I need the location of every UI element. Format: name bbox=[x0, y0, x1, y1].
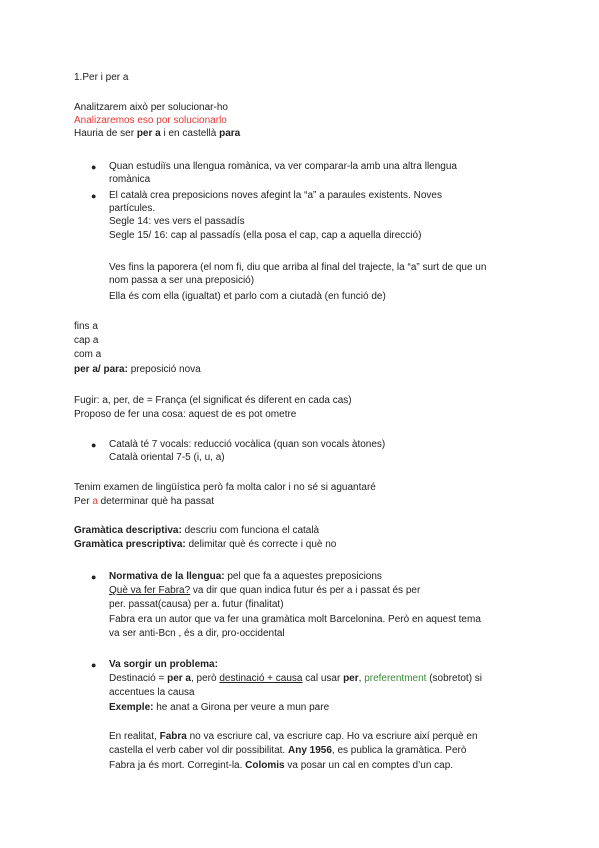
bullet-text: partícules. bbox=[109, 203, 156, 214]
list-line: per a/ para: preposició nova bbox=[74, 364, 201, 375]
list-line: cap a bbox=[74, 335, 99, 346]
intro-line-2: Analizaremos eso por solucionarlo bbox=[74, 115, 227, 126]
bullet-icon: ● bbox=[91, 162, 97, 172]
grammar-line: Gramàtica descriptiva: descriu com funciona el català bbox=[74, 525, 320, 536]
bullet-text: nom passa a ser una preposició) bbox=[109, 275, 255, 286]
paragraph-line: Fugir: a, per, de = França (el significat és diferent en cada cas) bbox=[74, 395, 352, 406]
bullet-text: Exemple: he anat a Girona per veure a mun pare bbox=[109, 702, 330, 713]
heading: 1.Per i per a bbox=[74, 72, 129, 83]
bullet-icon: ● bbox=[91, 660, 97, 670]
bullet-text: Ves fins la paporera (el nom fi, diu que arriba al final del trajecte, la “a” surt de que un bbox=[109, 262, 487, 273]
paragraph-line: Tenim examen de lingüística però fa molta calor i no sé si aguantaré bbox=[74, 482, 376, 493]
bullet-text: Destinació = per a, però destinació + causa cal usar per, preferentment (sobretot) si bbox=[109, 673, 483, 684]
list-line: com a bbox=[74, 349, 102, 360]
bullet-text: Català té 7 vocals: reducció vocàlica (quan son vocals àtones) bbox=[109, 439, 386, 450]
paragraph-line: Proposo de fer una cosa: aquest de es pot ometre bbox=[74, 409, 297, 420]
bullet-text: Segle 14: ves vers el passadís bbox=[109, 216, 245, 227]
bullet-text: romànica bbox=[109, 174, 151, 185]
list-line: fins a bbox=[74, 321, 98, 332]
bullet-text: va ser anti-Bcn , és a dir, pro-occidental bbox=[109, 628, 285, 639]
paragraph-line: Per a determinar què ha passat bbox=[74, 496, 215, 507]
bullet-text: accentues la causa bbox=[109, 687, 195, 698]
bullet-text: castella el verb caber vol dir possibilitat. Any 1956, es publica la gramàtica. Però bbox=[109, 745, 467, 756]
bullet-icon: ● bbox=[91, 572, 97, 582]
bullet-text: Fabra ja és mort. Corregint-la. Colomis va posar un cal en comptes d’un cap. bbox=[109, 760, 454, 771]
bullet-text: Què va fer Fabra? va dir que quan indica futur és per a i passat és per bbox=[109, 585, 421, 596]
bullet-text: Català oriental 7-5 (i, u, a) bbox=[109, 452, 225, 463]
intro-line-1: Analitzarem això per solucionar-ho bbox=[74, 102, 228, 113]
grammar-line: Gramàtica prescriptiva: delimitar què és correcte i què no bbox=[74, 539, 337, 550]
bullet-text: Fabra era un autor que va fer una gramàtica molt Barcelonina. Però en aquest tema bbox=[109, 614, 481, 625]
bullet-text: El català crea preposicions noves afegint la “a” a paraules existents. Noves bbox=[109, 190, 442, 201]
intro-line-3: Hauria de ser per a i en castellà para bbox=[74, 128, 241, 139]
bullet-icon: ● bbox=[91, 440, 97, 450]
bullet-icon: ● bbox=[91, 191, 97, 201]
bullet-text: Quan estudiïs una llengua romànica, va ver comparar-la amb una altra llengua bbox=[109, 161, 457, 172]
bullet-text: En realitat, Fabra no va escriure cal, va escriure cap. Ho va escriure així perquè en bbox=[109, 731, 478, 742]
bullet-text: Segle 15/ 16: cap al passadís (ella posa el cap, cap a aquella direcció) bbox=[109, 230, 422, 241]
bullet-text: Normativa de la llengua: pel que fa a aquestes preposicions bbox=[109, 571, 382, 582]
bullet-text: Ella és com ella (igualtat) et parlo com a ciutadà (en funció de) bbox=[109, 291, 386, 302]
bullet-text: per. passat(causa) per a. futur (finalitat) bbox=[109, 599, 284, 610]
bullet-text: Va sorgir un problema: bbox=[109, 659, 218, 670]
